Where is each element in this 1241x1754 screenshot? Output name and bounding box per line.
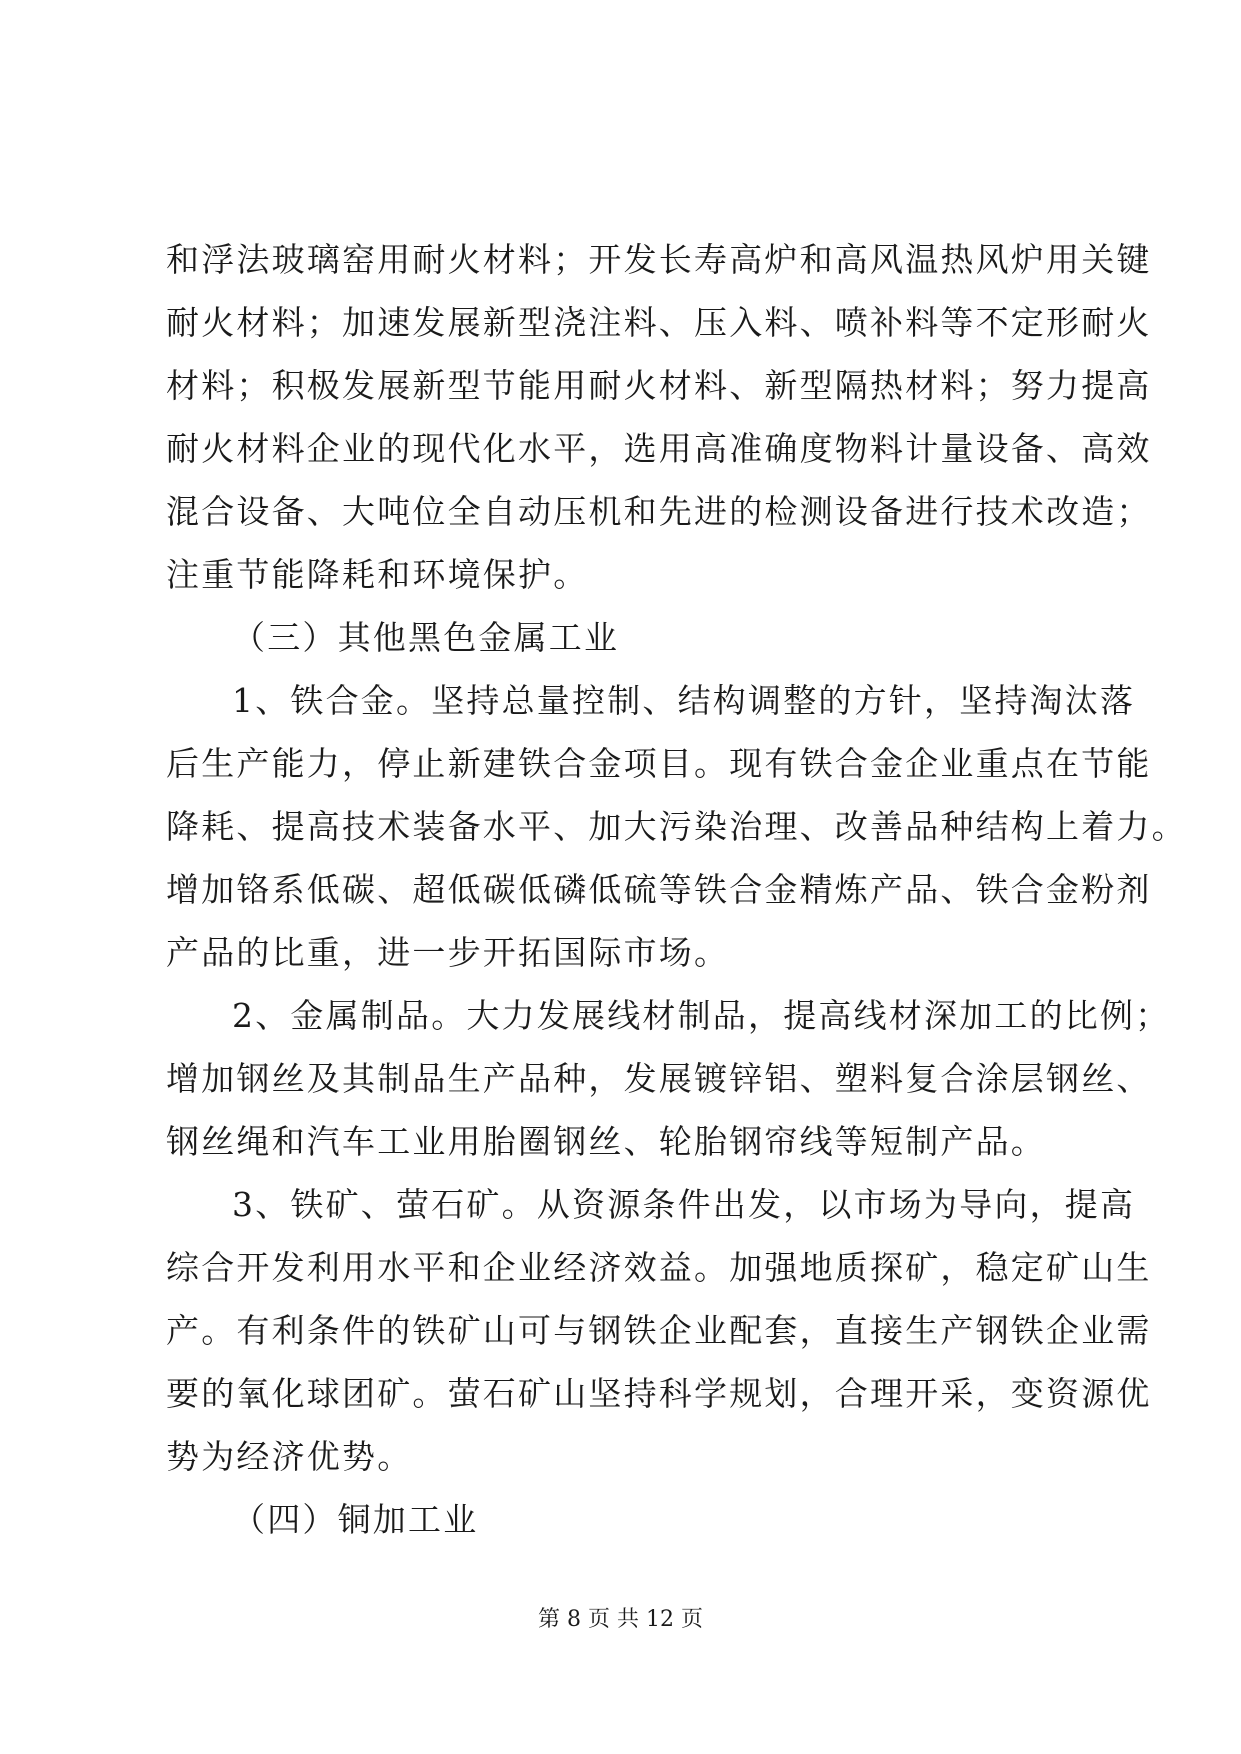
body-text [166, 228, 1187, 1551]
text-line: 材料；积极发展新型节能用耐火材料、新型隔热材料；努力提高 [166, 366, 1152, 405]
text-line: 增加铬系低碳、超低碳低磷低硫等铁合金精炼产品、铁合金粉剂 [166, 870, 1152, 909]
text-line: 势为经济优势。 [166, 1437, 413, 1476]
paragraph-start: 1、铁合金。坚持总量控制、结构调整的方针，坚持淘汰落 [232, 681, 1136, 720]
text-line: 增加钢丝及其制品生产品种，发展镀锌铝、塑料复合涂层钢丝、 [166, 1059, 1152, 1098]
text-line: 和浮法玻璃窑用耐火材料；开发长寿高炉和高风温热风炉用关键 [166, 240, 1152, 279]
text-line: 钢丝绳和汽车工业用胎圈钢丝、轮胎钢帘线等短制产品。 [166, 1122, 1046, 1161]
text-line: 产。有利条件的铁矿山可与钢铁企业配套，直接生产钢铁企业需 [166, 1311, 1152, 1350]
text-line: 降耗、提高技术装备水平、加大污染治理、改善品种结构上着力。 [166, 807, 1187, 846]
text-line: 耐火材料；加速发展新型浇注料、压入料、喷补料等不定形耐火 [166, 303, 1152, 342]
section-heading: （四）铜加工业 [232, 1500, 479, 1539]
paragraph-start: 3、铁矿、萤石矿。从资源条件出发，以市场为导向，提高 [232, 1185, 1136, 1224]
text-line: 耐火材料企业的现代化水平，选用高准确度物料计量设备、高效 [166, 429, 1152, 468]
paragraph-start: 2、金属制品。大力发展线材制品，提高线材深加工的比例； [232, 996, 1171, 1035]
text-line: 要的氧化球团矿。萤石矿山坚持科学规划，合理开采，变资源优 [166, 1374, 1152, 1413]
section-heading: （三）其他黑色金属工业 [232, 618, 620, 657]
page-footer: 第 8 页 共 12 页 [538, 1607, 703, 1632]
text-line: 后生产能力，停止新建铁合金项目。现有铁合金企业重点在节能 [166, 744, 1152, 783]
text-line: 混合设备、大吨位全自动压机和先进的检测设备进行技术改造； [166, 492, 1152, 531]
text-line: 产品的比重，进一步开拓国际市场。 [166, 933, 730, 972]
text-line: 注重节能降耗和环境保护。 [166, 555, 589, 594]
text-line: 综合开发利用水平和企业经济效益。加强地质探矿，稳定矿山生 [166, 1248, 1152, 1287]
